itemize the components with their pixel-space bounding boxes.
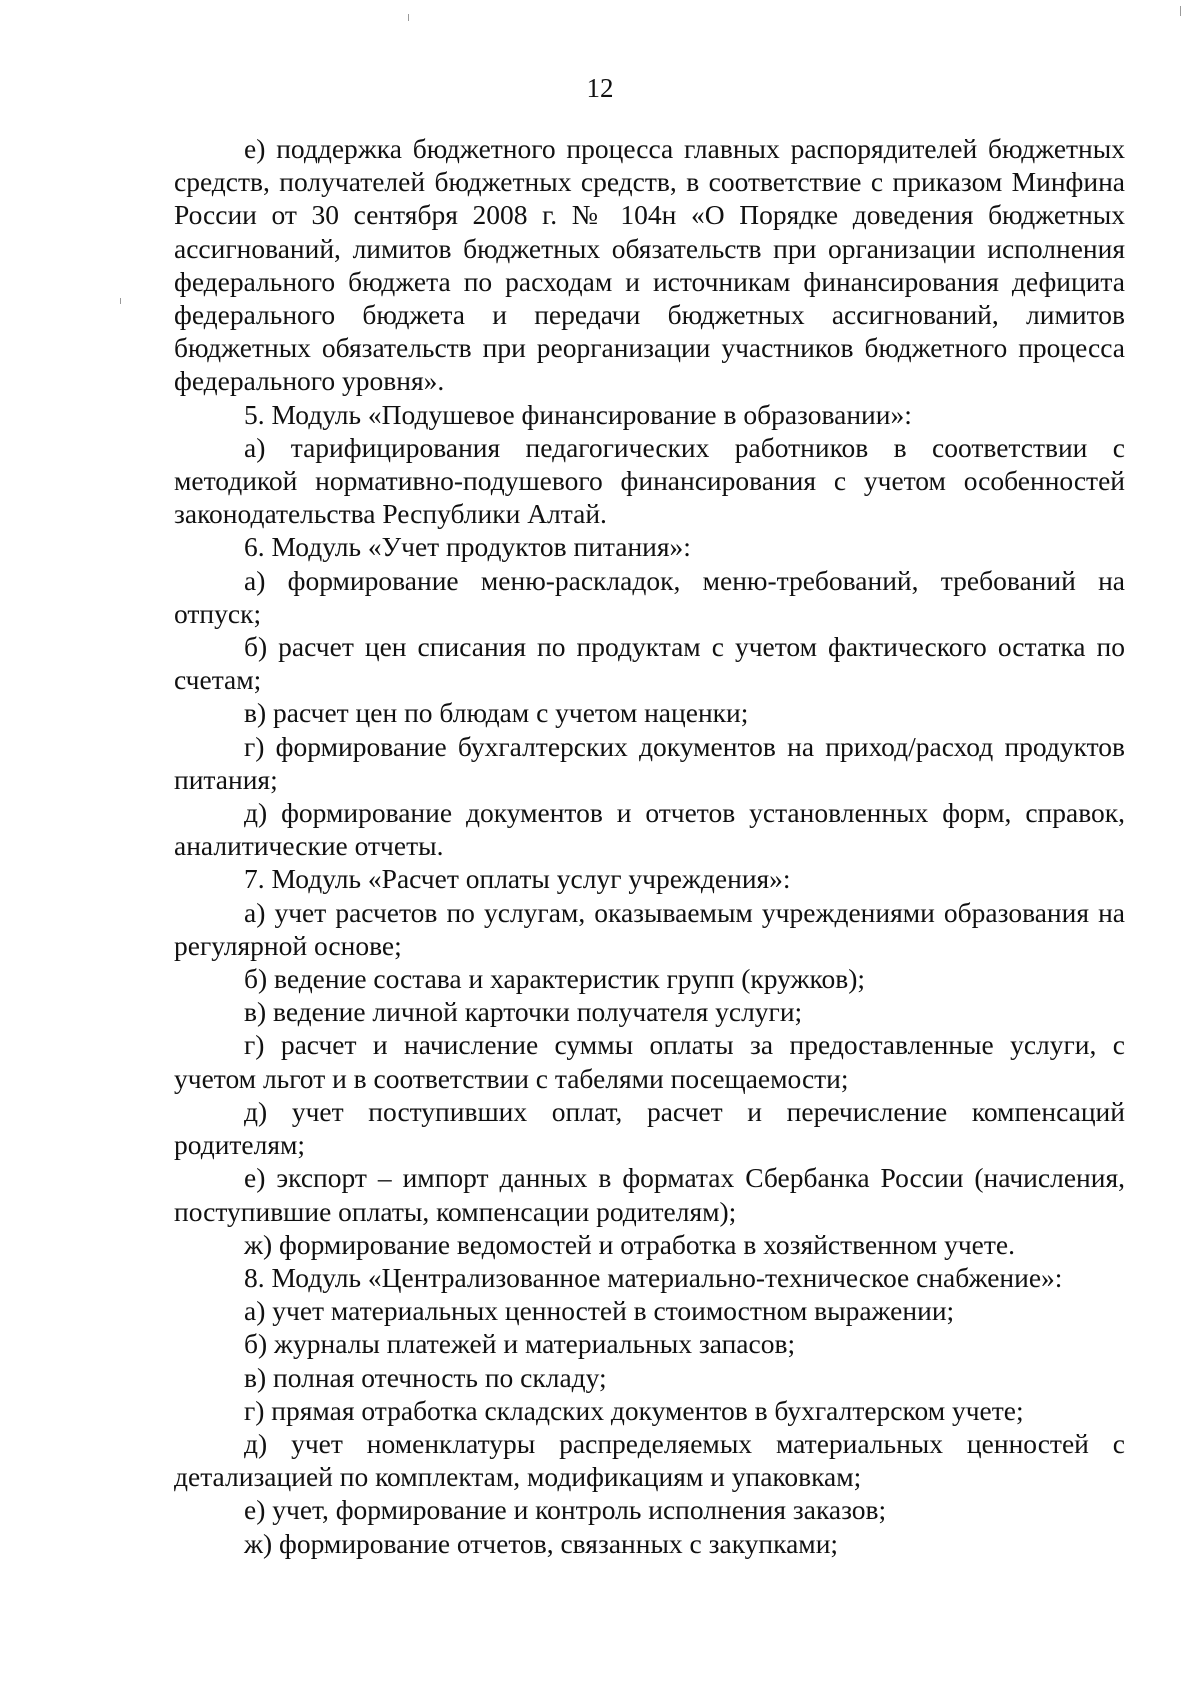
paragraph: е) учет, формирование и контроль исполнения заказов; (244, 1494, 887, 1526)
section-heading: 6. Модуль «Учет продуктов питания»: (244, 531, 691, 563)
section-heading: 7. Модуль «Расчет оплаты услуг учреждения»: (244, 863, 791, 895)
scan-speck (120, 298, 121, 304)
paragraph: д) учет номенклатуры распределяемых материальных ценностей с детализацией по комплектам, модификациям и упаковкам; (174, 1427, 1125, 1493)
paragraph: в) расчет цен по блюдам с учетом наценки; (244, 697, 749, 729)
paragraph: г) расчет и начисление суммы оплаты за предоставленные услуги, с учетом льгот и в соответствии с табелями посещаемости; (174, 1029, 1125, 1094)
paragraph: е) экспорт – импорт данных в форматах Сбербанка России (начисления, поступившие оплаты, компенсации родителям); (174, 1162, 1125, 1227)
body-text (174, 132, 1125, 1560)
paragraph: е) поддержка бюджетного процесса главных распорядителей бюджетных средств, получателей бюджетных средств, в соответствие с приказом Минфина России от 30 сентября 2008 г. № 104н «О Порядке доведения бюджетных ассигнований, лимитов бюджетных обязательств при организации исполнения федерального бюджета по расходам и источникам финансирования дефицита федерального бюджета и передачи бюджетных ассигнований, лимитов бюджетных обязательств при реорганизации участников бюджетного процесса федерального уровня». (174, 133, 1125, 397)
paragraph: г) формирование бухгалтерских документов на приход/расход продуктов питания; (174, 730, 1125, 795)
paragraph: ж) формирование ведомостей и отработка в хозяйственном учете. (244, 1228, 1015, 1260)
paragraph: б) расчет цен списания по продуктам с учетом фактического остатка по счетам; (174, 631, 1125, 696)
paragraph: б) журналы платежей и материальных запасов; (244, 1328, 796, 1360)
paragraph: в) ведение личной карточки получателя услуги; (244, 996, 803, 1028)
paragraph: а) формирование меню-раскладок, меню-требований, требований на отпуск; (174, 564, 1125, 629)
scan-speck (1180, 6, 1181, 16)
paragraph: в) полная отечность по складу; (244, 1361, 607, 1393)
page-number: 12 (586, 73, 614, 103)
paragraph: г) прямая отработка складских документов в бухгалтерском учете; (244, 1394, 1024, 1426)
section-heading: 5. Модуль «Подушевое финансирование в образовании»: (244, 398, 912, 430)
paragraph: д) формирование документов и отчетов установленных форм, справок, аналитические отчеты. (174, 797, 1125, 862)
scan-speck (408, 14, 409, 21)
paragraph: ж) формирование отчетов, связанных с закупками; (244, 1527, 839, 1559)
paragraph: а) учет материальных ценностей в стоимостном выражении; (244, 1295, 955, 1327)
paragraph: д) учет поступивших оплат, расчет и перечисление компенсаций родителям; (174, 1095, 1125, 1161)
paragraph: б) ведение состава и характеристик групп (кружков); (244, 963, 866, 995)
paragraph: а) учет расчетов по услугам, оказываемым учреждениями образования на регулярной основе; (174, 896, 1125, 961)
section-heading: 8. Модуль «Централизованное материально-техническое снабжение»: (244, 1261, 1063, 1293)
paragraph: а) тарифицирования педагогических работников в соответствии с методикой нормативно-подушевого финансирования с учетом особенностей законодательства Республики Алтай. (174, 431, 1125, 530)
